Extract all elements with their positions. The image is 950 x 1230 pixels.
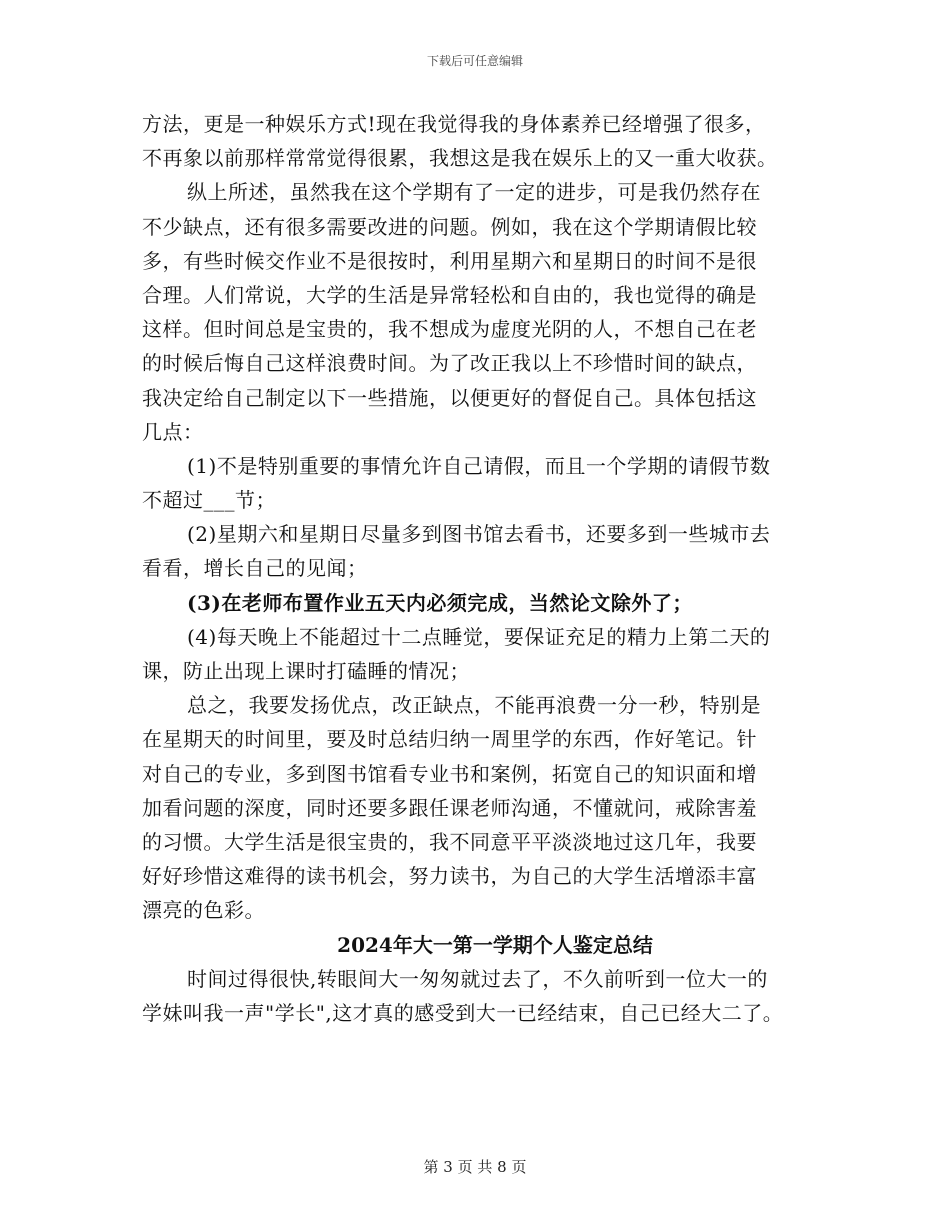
text-line: 多，有些时候交作业不是很按时，利用星期六和星期日的时间不是很	[142, 248, 757, 273]
text-line: 不少缺点，还有很多需要改进的问题。例如，我在这个学期请假比较	[142, 214, 757, 239]
page-header: 下载后可任意编辑	[426, 54, 523, 68]
text-line: (2)星期六和星期日尽量多到图书馆去看书，还要多到一些城市去	[187, 522, 771, 547]
text-line: 对自己的专业，多到图书馆看专业书和案例，拓宽自己的知识面和增	[142, 761, 757, 786]
section-paragraph	[142, 962, 818, 1030]
text-line: 总之，我要发扬优点，改正缺点，不能再浪费一分一秒，特别是	[187, 693, 761, 718]
text-line: 时间过得很快,转眼间大一匆匆就过去了，不久前听到一位大一的	[187, 966, 768, 991]
text-line: 这样。但时间总是宝贵的，我不想成为虚度光阴的人，不想自己在老	[142, 317, 757, 342]
text-line: 在星期天的时间里，要及时总结归纳一周里学的东西，作好笔记。针	[142, 727, 757, 752]
section-title: 2024年大一第一学期个人鉴定总结	[337, 932, 653, 957]
text-line: 纵上所述，虽然我在这个学期有了一定的进步，可是我仍然存在	[187, 180, 761, 205]
text-line: 不再象以前那样常常觉得很累，我想这是我在娱乐上的又一重大收获。	[142, 146, 778, 171]
text-line: 好好珍惜这难得的读书机会，努力读书，为自己的大学生活增添丰富	[142, 864, 757, 889]
text-line: (3)在老师布置作业五天内必须完成，当然论文除外了；	[187, 590, 693, 615]
text-line: (4)每天晚上不能超过十二点睡觉，要保证充足的精力上第二天的	[187, 624, 771, 649]
text-line: 几点：	[142, 419, 204, 444]
text-line: 方法，更是一种娱乐方式!现在我觉得我的身体素养已经增强了很多，	[142, 112, 766, 136]
text-line: 课，防止出现上课时打磕睡的情况；	[142, 659, 470, 683]
text-line: 不超过___节；	[142, 488, 276, 513]
page-footer: 第 3 页 共 8 页	[423, 1158, 527, 1176]
text-line: 合理。人们常说，大学的生活是异常轻松和自由的，我也觉得的确是	[142, 282, 757, 307]
text-line: 的时候后悔自己这样浪费时间。为了改正我以上不珍惜时间的缺点，	[142, 351, 757, 376]
document-body	[142, 107, 818, 1030]
paragraph-block	[142, 107, 818, 928]
text-line: 的习惯。大学生活是很宝贵的，我不同意平平淡淡地过这几年，我要	[142, 829, 757, 854]
text-line: 看看，增长自己的见闻；	[142, 556, 368, 581]
text-line: 漂亮的色彩。	[142, 898, 265, 923]
text-line: (1)不是特别重要的事情允许自己请假，而且一个学期的请假节数	[187, 453, 771, 478]
text-line: 我决定给自己制定以下一些措施，以便更好的督促自己。具体包括这	[142, 385, 757, 410]
text-line: 学妹叫我一声"学长",这才真的感受到大一已经结束，自己已经大二了。	[142, 1000, 784, 1025]
text-line: 加看问题的深度，同时还要多跟任课老师沟通，不懂就问，戒除害羞	[142, 795, 757, 820]
